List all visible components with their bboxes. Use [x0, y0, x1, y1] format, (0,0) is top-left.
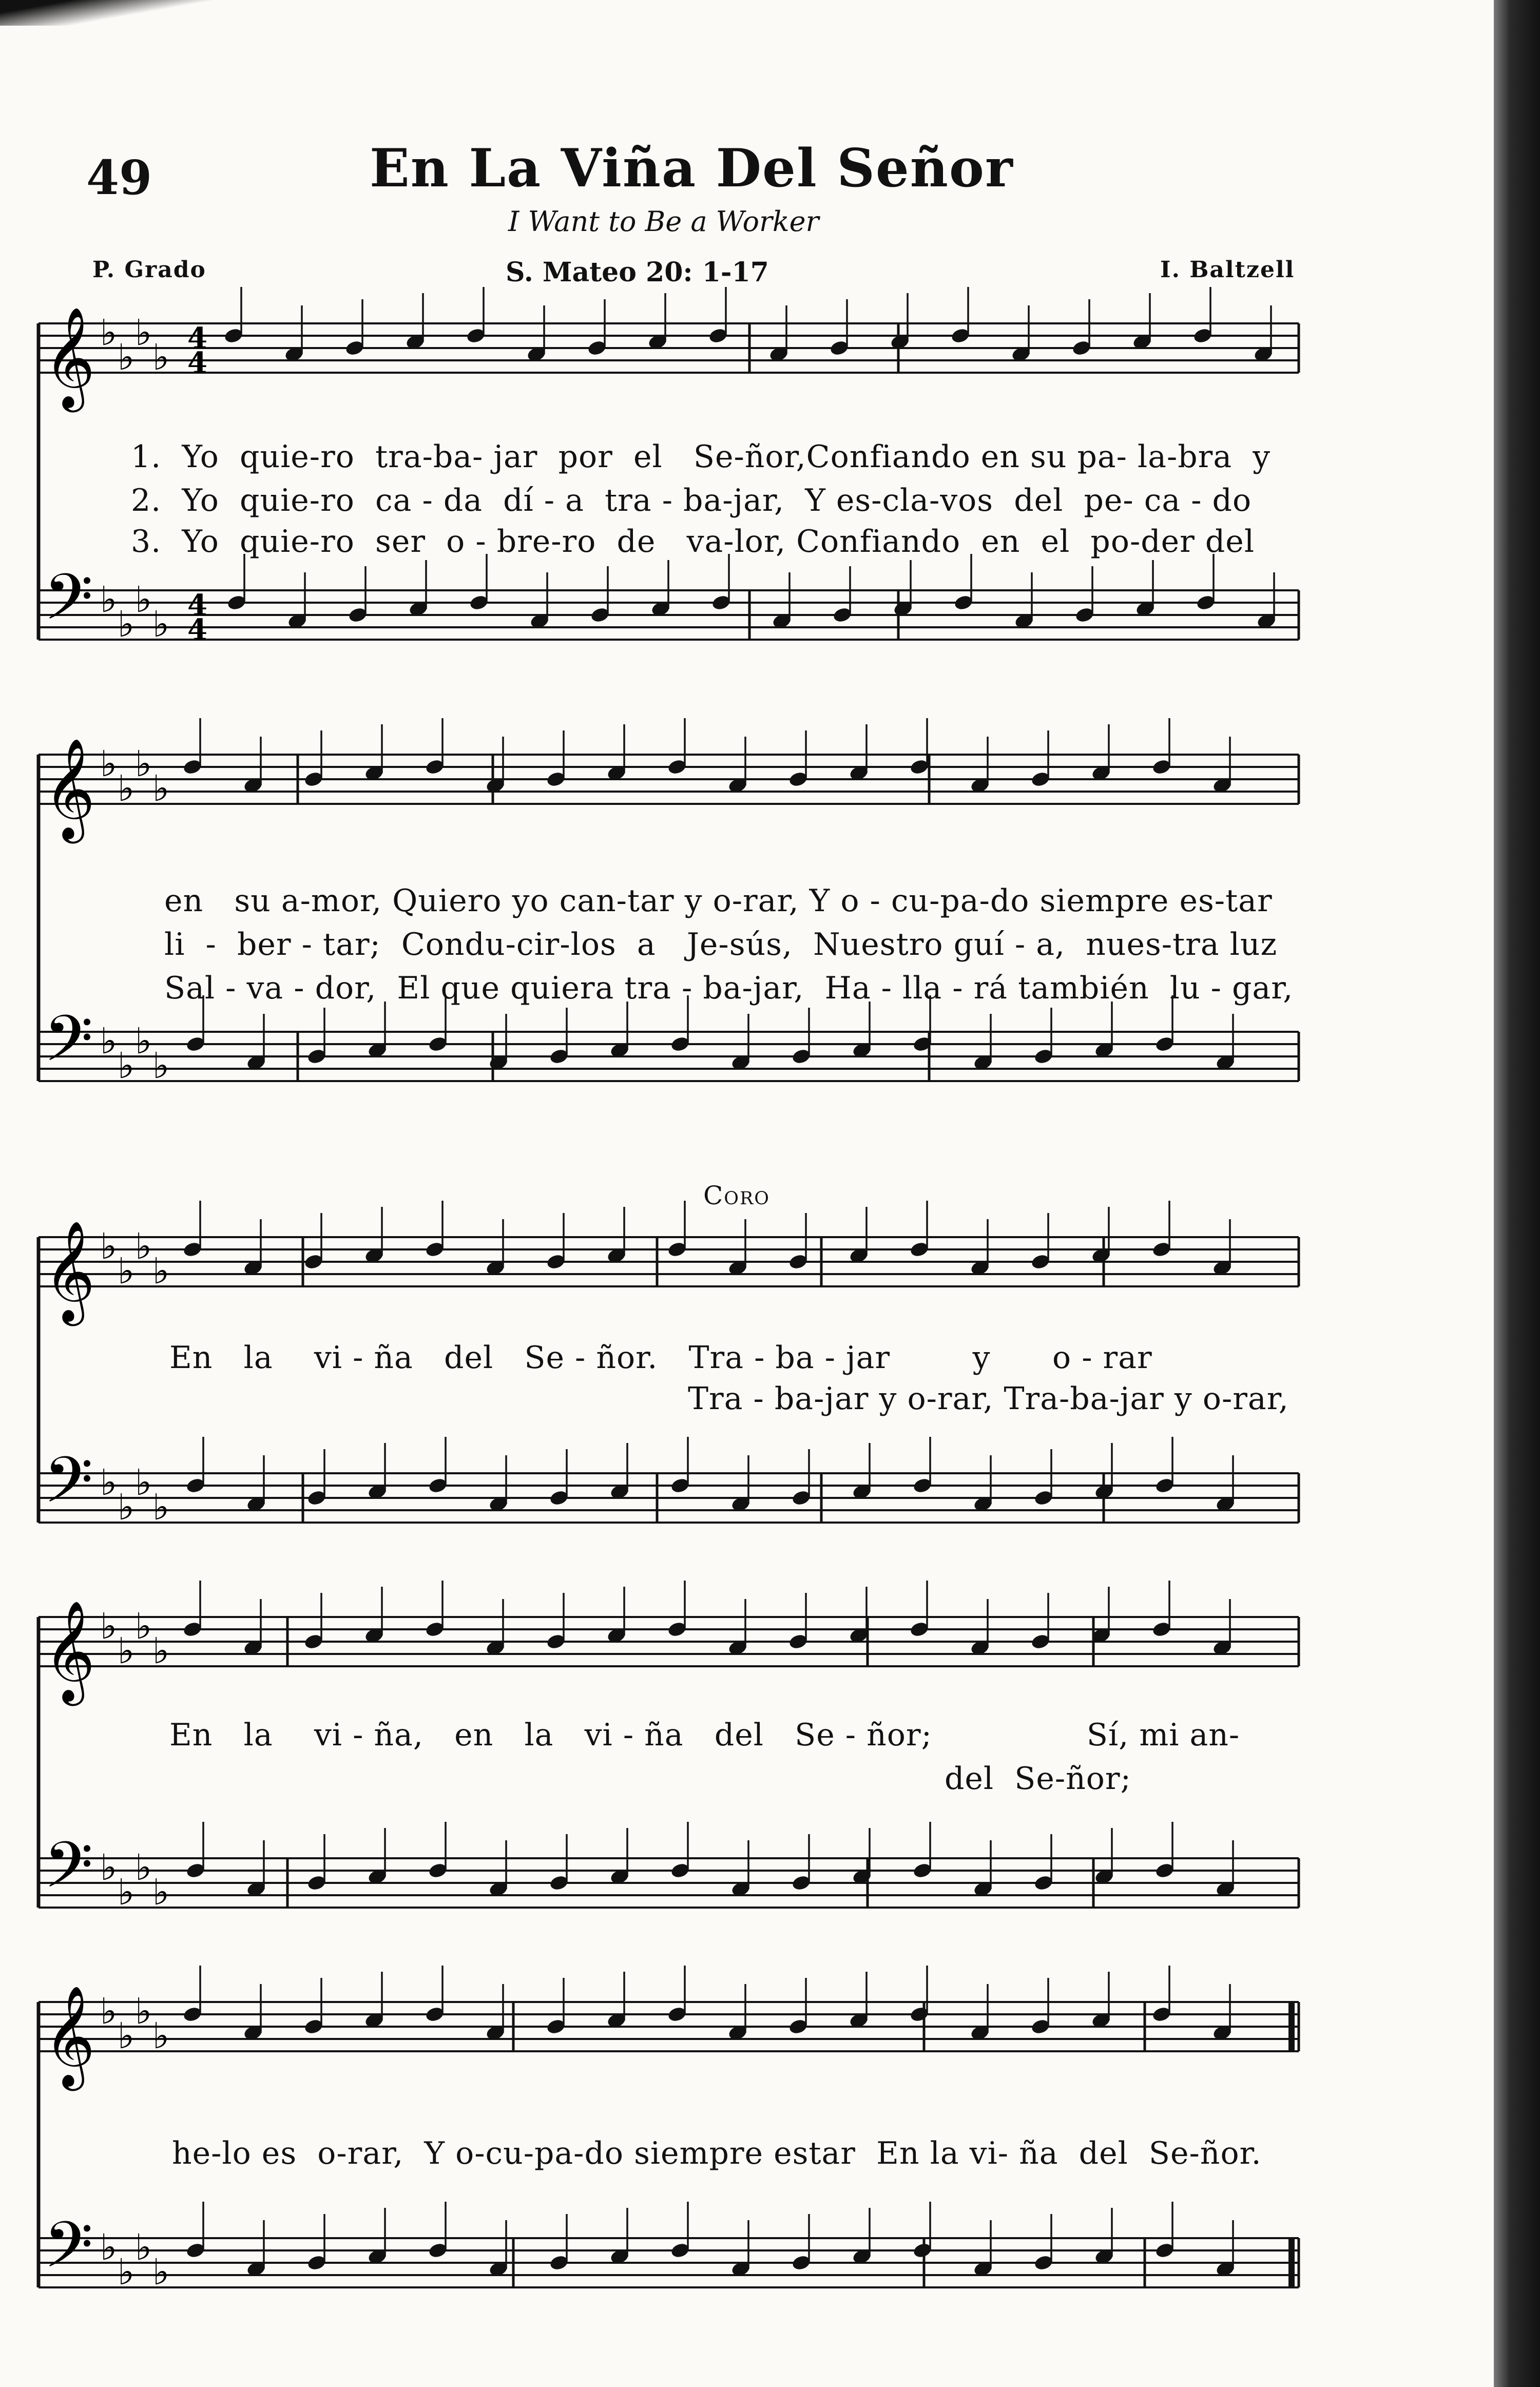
lyric-verse1-line1: 1. Yo quie-ro tra-ba- jar por el Se-ñor,Confiando en su pa- la-bra y [131, 439, 1271, 475]
flat-sign-icon: ♭ [152, 336, 170, 378]
flat-sign-icon: ♭ [118, 2251, 135, 2293]
treble-clef-icon: 𝄞 [44, 1985, 95, 2087]
flat-sign-icon: ♭ [135, 2226, 152, 2268]
flat-sign-icon: ♭ [152, 1871, 170, 1913]
flat-sign-icon: ♭ [152, 603, 170, 645]
flat-sign-icon: ♭ [152, 2251, 170, 2293]
flat-sign-icon: ♭ [100, 312, 118, 354]
flat-sign-icon: ♭ [100, 579, 118, 621]
flat-sign-icon: ♭ [135, 1020, 152, 1062]
flat-sign-icon: ♭ [100, 743, 118, 785]
time-signature: 4 [187, 613, 207, 647]
flat-sign-icon: ♭ [152, 1630, 170, 1672]
treble-clef-icon: 𝄞 [44, 738, 95, 839]
bass-clef-icon: 𝄢 [44, 1443, 93, 1533]
lyric-verse2-line1: 2. Yo quie-ro ca - da dí - a tra - ba-jar, Y es-cla-vos del pe- ca - do [131, 483, 1252, 518]
flat-sign-icon: ♭ [100, 2226, 118, 2268]
time-signature: 4 [187, 588, 207, 622]
flat-sign-icon: ♭ [118, 336, 135, 378]
flat-sign-icon: ♭ [118, 1486, 135, 1528]
bass-clef-icon: 𝄢 [44, 561, 93, 650]
flat-sign-icon: ♭ [118, 603, 135, 645]
bass-clef-icon: 𝄢 [44, 2208, 93, 2298]
lyric-chorus-echo2: del Se-ñor; [945, 1761, 1131, 1797]
lyric-verse1-line2: en su a-mor, Quiero yo can-tar y o-rar, Y o - cu-pa-do siempre es-tar [164, 883, 1273, 919]
lyric-chorus-echo1: Tra - ba-jar y o-rar, Tra-ba-jar y o-rar, [688, 1381, 1289, 1417]
treble-clef-icon: 𝄞 [44, 306, 95, 408]
flat-sign-icon: ♭ [152, 2015, 170, 2057]
flat-sign-icon: ♭ [100, 1846, 118, 1889]
bass-clef-icon: 𝄢 [44, 1002, 93, 1091]
flat-sign-icon: ♭ [118, 1871, 135, 1913]
flat-sign-icon: ♭ [118, 1250, 135, 1292]
flat-sign-icon: ♭ [135, 1990, 152, 2032]
hymn-number: 49 [86, 150, 152, 205]
flat-sign-icon: ♭ [135, 579, 152, 621]
lyric-verse2-line2: li - ber - tar; Condu-cir-los a Je-sús, Nuestro guí - a, nues-tra luz [164, 927, 1278, 962]
time-signature: 4 [187, 346, 207, 380]
flat-sign-icon: ♭ [118, 1045, 135, 1087]
lyric-chorus-line3: he-lo es o-rar, Y o-cu-pa-do siempre estar En la vi- ña del Se-ñor. [172, 2135, 1262, 2171]
flat-sign-icon: ♭ [152, 1486, 170, 1528]
flat-sign-icon: ♭ [135, 312, 152, 354]
lyric-verse3-line1: 3. Yo quie-ro ser o - bre-ro de va-lor, Confiando en el po-der del [131, 524, 1255, 560]
composer-credit: I. Baltzell [1160, 257, 1295, 283]
lyric-chorus-line1: En la vi - ña del Se - ñor. Tra - ba - jar y o - rar [169, 1340, 1152, 1376]
flat-sign-icon: ♭ [135, 1225, 152, 1267]
flat-sign-icon: ♭ [100, 1990, 118, 2032]
flat-sign-icon: ♭ [100, 1605, 118, 1647]
lyric-verse3-line2: Sal - va - dor, El que quiera tra - ba-jar, Ha - lla - rá también lu - gar, [164, 970, 1294, 1006]
time-signature: 4 [187, 321, 207, 355]
flat-sign-icon: ♭ [100, 1461, 118, 1504]
flat-sign-icon: ♭ [118, 767, 135, 810]
treble-clef-icon: 𝄞 [44, 1600, 95, 1702]
flat-sign-icon: ♭ [100, 1225, 118, 1267]
flat-sign-icon: ♭ [135, 1461, 152, 1504]
flat-sign-icon: ♭ [118, 1630, 135, 1672]
translator-credit: P. Grado [92, 257, 206, 283]
flat-sign-icon: ♭ [152, 767, 170, 810]
chorus-label: Coro [703, 1181, 770, 1210]
flat-sign-icon: ♭ [100, 1020, 118, 1062]
hymn-title: En La Viña Del Señor [370, 138, 1014, 199]
scripture-reference: S. Mateo 20: 1-17 [506, 257, 769, 288]
flat-sign-icon: ♭ [152, 1250, 170, 1292]
flat-sign-icon: ♭ [118, 2015, 135, 2057]
flat-sign-icon: ♭ [152, 1045, 170, 1087]
bass-clef-icon: 𝄢 [44, 1828, 93, 1918]
flat-sign-icon: ♭ [135, 743, 152, 785]
treble-clef-icon: 𝄞 [44, 1220, 95, 1322]
flat-sign-icon: ♭ [135, 1605, 152, 1647]
flat-sign-icon: ♭ [135, 1846, 152, 1889]
hymn-subtitle: I Want to Be a Worker [508, 205, 819, 238]
lyric-chorus-line2: En la vi - ña, en la vi - ña del Se - ñor; Sí, mi an- [169, 1717, 1240, 1753]
